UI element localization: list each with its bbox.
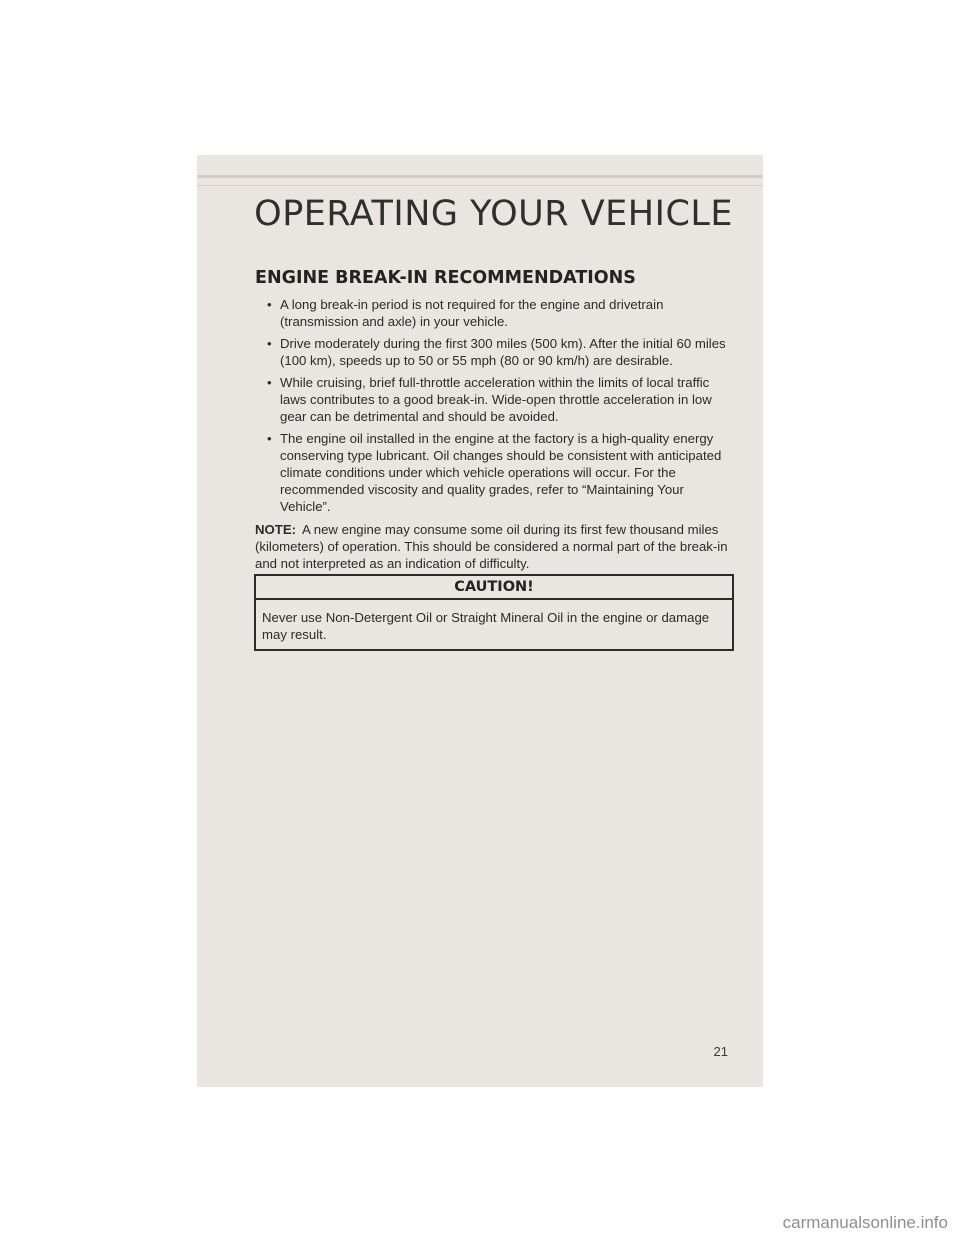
article-heading: ENGINE BREAK-IN RECOMMENDATIONS (255, 268, 636, 288)
manual-page (197, 155, 763, 1087)
header-rule (197, 175, 763, 178)
page-number: 21 (713, 1044, 728, 1059)
list-item: • The engine oil installed in the engine at the factory is a high-quality energy conserving type lubricant. Oil changes should be consistent with anticipated climate conditions under which vehicle operations will occur. For the recommended viscosity and quality grades, refer to “Maintaining Your Vehicle”. (267, 430, 735, 515)
caution-text: Never use Non-Detergent Oil or Straight Mineral Oil in the engine or damage may result. (262, 610, 710, 642)
article-content (255, 267, 735, 572)
note-text: A new engine may consume some oil during its first few thousand miles (kilometers) of operation. This should be considered a normal part of the break-in and not interpreted as an indication of difficulty. (255, 522, 728, 571)
note-paragraph (255, 521, 735, 572)
list-item: • A long break-in period is not required for the engine and drivetrain (transmission and axle) in your vehicle. (267, 296, 735, 330)
section-title: OPERATING YOUR VEHICLE (254, 194, 733, 234)
recommendation-list (255, 296, 735, 515)
watermark-link[interactable]: carmanualsonline.info (782, 1213, 948, 1232)
list-item: • Drive moderately during the first 300 miles (500 km). After the initial 60 miles (100 km), speeds up to 50 or 55 mph (80 or 90 km/h) are desirable. (267, 335, 735, 369)
header-rule-thin (197, 185, 763, 186)
list-item: • While cruising, brief full-throttle acceleration within the limits of local traffic laws contributes to a good break-in. Wide-open throttle acceleration in low gear can be detrimental and should be avoided. (267, 374, 735, 425)
caution-box (254, 574, 734, 651)
caution-title: CAUTION! (256, 576, 732, 600)
note-label: NOTE: (255, 522, 297, 537)
